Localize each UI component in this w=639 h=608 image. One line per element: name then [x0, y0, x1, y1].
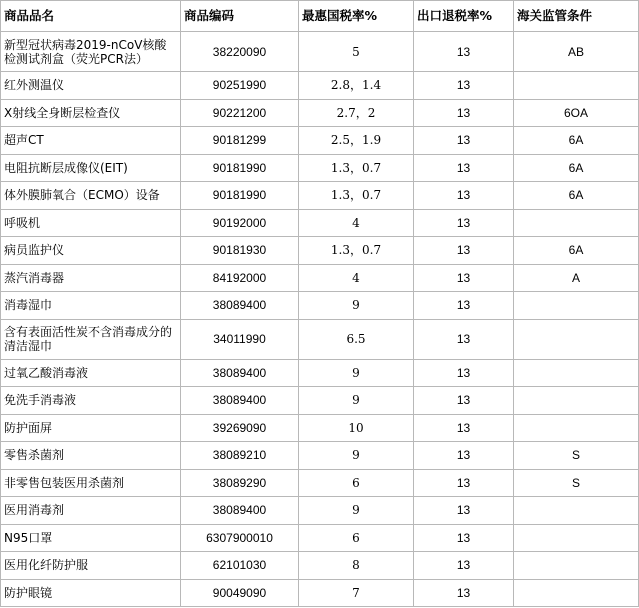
table-row [1, 99, 639, 127]
cell-product-name: 蒸汽消毒器 [1, 264, 181, 292]
table-row [1, 497, 639, 525]
cell-product-code: 90181990 [181, 154, 299, 182]
cell-product-name: 体外膜肺氧合（ECMO）设备 [1, 182, 181, 210]
cell-mfn-rate: 6 [299, 524, 414, 552]
header-mfn-rate: 最惠国税率% [299, 1, 414, 32]
table-row [1, 127, 639, 155]
cell-customs-condition: S [514, 469, 639, 497]
cell-product-name: 呼吸机 [1, 209, 181, 237]
table-row [1, 442, 639, 470]
table-row [1, 359, 639, 387]
header-product-code: 商品编码 [181, 1, 299, 32]
table-row [1, 414, 639, 442]
cell-customs-condition: A [514, 264, 639, 292]
cell-product-code: 38220090 [181, 32, 299, 72]
cell-product-name: 电阻抗断层成像仪(EIT) [1, 154, 181, 182]
cell-export-rebate: 13 [414, 579, 514, 607]
cell-customs-condition [514, 497, 639, 525]
cell-product-code: 90181930 [181, 237, 299, 265]
cell-export-rebate: 13 [414, 442, 514, 470]
cell-export-rebate: 13 [414, 264, 514, 292]
table-row [1, 237, 639, 265]
header-product-name: 商品品名 [1, 1, 181, 32]
cell-product-code: 34011990 [181, 319, 299, 359]
cell-product-code: 38089400 [181, 359, 299, 387]
cell-export-rebate: 13 [414, 319, 514, 359]
cell-export-rebate: 13 [414, 497, 514, 525]
cell-export-rebate: 13 [414, 127, 514, 155]
table-row [1, 209, 639, 237]
cell-product-code: 38089400 [181, 497, 299, 525]
cell-product-code: 6307900010 [181, 524, 299, 552]
header-customs-condition: 海关监管条件 [514, 1, 639, 32]
cell-customs-condition [514, 579, 639, 607]
cell-customs-condition: 6OA [514, 99, 639, 127]
cell-customs-condition: 6A [514, 127, 639, 155]
table-row [1, 182, 639, 210]
cell-customs-condition: S [514, 442, 639, 470]
cell-mfn-rate: 4 [299, 209, 414, 237]
cell-mfn-rate: 6.5 [299, 319, 414, 359]
cell-customs-condition [514, 387, 639, 415]
cell-product-name: 过氧乙酸消毒液 [1, 359, 181, 387]
cell-export-rebate: 13 [414, 32, 514, 72]
table-row [1, 469, 639, 497]
cell-product-name: 零售杀菌剂 [1, 442, 181, 470]
cell-customs-condition: AB [514, 32, 639, 72]
cell-product-name: 含有表面活性炭不含消毒成分的清洁湿巾 [1, 319, 181, 359]
cell-mfn-rate: 4 [299, 264, 414, 292]
cell-customs-condition [514, 359, 639, 387]
cell-customs-condition [514, 292, 639, 320]
cell-mfn-rate: 6 [299, 469, 414, 497]
cell-product-name: 防护眼镜 [1, 579, 181, 607]
cell-product-name: 医用消毒剂 [1, 497, 181, 525]
table-row [1, 72, 639, 100]
cell-mfn-rate: 1.3，0.7 [299, 154, 414, 182]
cell-product-name: 病员监护仪 [1, 237, 181, 265]
cell-customs-condition: 6A [514, 182, 639, 210]
cell-product-code: 38089400 [181, 387, 299, 415]
cell-customs-condition: 6A [514, 154, 639, 182]
cell-export-rebate: 13 [414, 154, 514, 182]
cell-customs-condition [514, 524, 639, 552]
cell-export-rebate: 13 [414, 292, 514, 320]
cell-product-code: 38089400 [181, 292, 299, 320]
cell-mfn-rate: 9 [299, 387, 414, 415]
cell-mfn-rate: 1.3，0.7 [299, 182, 414, 210]
cell-product-code: 90192000 [181, 209, 299, 237]
cell-customs-condition [514, 414, 639, 442]
table-row [1, 524, 639, 552]
cell-product-name: 医用化纤防护服 [1, 552, 181, 580]
table-row [1, 579, 639, 607]
cell-customs-condition [514, 209, 639, 237]
cell-product-code: 90251990 [181, 72, 299, 100]
cell-mfn-rate: 5 [299, 32, 414, 72]
cell-mfn-rate: 8 [299, 552, 414, 580]
cell-mfn-rate: 9 [299, 497, 414, 525]
cell-mfn-rate: 2.7，2 [299, 99, 414, 127]
cell-export-rebate: 13 [414, 469, 514, 497]
table-row [1, 552, 639, 580]
header-row [1, 1, 639, 32]
cell-product-name: 防护面屏 [1, 414, 181, 442]
cell-export-rebate: 13 [414, 387, 514, 415]
cell-product-name: 超声CT [1, 127, 181, 155]
table-row [1, 387, 639, 415]
cell-export-rebate: 13 [414, 209, 514, 237]
cell-product-name: 免洗手消毒液 [1, 387, 181, 415]
cell-product-name: X射线全身断层检查仪 [1, 99, 181, 127]
cell-mfn-rate: 9 [299, 442, 414, 470]
cell-export-rebate: 13 [414, 552, 514, 580]
cell-customs-condition [514, 319, 639, 359]
table-row [1, 32, 639, 72]
table-row [1, 154, 639, 182]
cell-product-code: 38089210 [181, 442, 299, 470]
table-row [1, 319, 639, 359]
table-row [1, 292, 639, 320]
cell-product-code: 90049090 [181, 579, 299, 607]
cell-product-name: 非零售包装医用杀菌剂 [1, 469, 181, 497]
cell-mfn-rate: 7 [299, 579, 414, 607]
cell-mfn-rate: 10 [299, 414, 414, 442]
cell-product-name: 新型冠状病毒2019-nCoV核酸检测试剂盒（荧光PCR法） [1, 32, 181, 72]
cell-product-code: 39269090 [181, 414, 299, 442]
cell-export-rebate: 13 [414, 99, 514, 127]
table-row [1, 264, 639, 292]
cell-product-code: 90221200 [181, 99, 299, 127]
cell-customs-condition [514, 72, 639, 100]
cell-export-rebate: 13 [414, 524, 514, 552]
cell-mfn-rate: 9 [299, 292, 414, 320]
cell-mfn-rate: 2.8，1.4 [299, 72, 414, 100]
cell-customs-condition: 6A [514, 237, 639, 265]
table-body [1, 32, 639, 607]
cell-mfn-rate: 9 [299, 359, 414, 387]
cell-export-rebate: 13 [414, 72, 514, 100]
cell-mfn-rate: 2.5，1.9 [299, 127, 414, 155]
cell-customs-condition [514, 552, 639, 580]
cell-product-code: 62101030 [181, 552, 299, 580]
cell-product-code: 90181990 [181, 182, 299, 210]
cell-export-rebate: 13 [414, 414, 514, 442]
cell-product-code: 90181299 [181, 127, 299, 155]
cell-export-rebate: 13 [414, 237, 514, 265]
header-export-rebate: 出口退税率% [414, 1, 514, 32]
cell-export-rebate: 13 [414, 182, 514, 210]
cell-product-name: N95口罩 [1, 524, 181, 552]
cell-export-rebate: 13 [414, 359, 514, 387]
cell-product-code: 84192000 [181, 264, 299, 292]
cell-product-name: 消毒湿巾 [1, 292, 181, 320]
cell-product-name: 红外测温仪 [1, 72, 181, 100]
cell-product-code: 38089290 [181, 469, 299, 497]
cell-mfn-rate: 1.3，0.7 [299, 237, 414, 265]
